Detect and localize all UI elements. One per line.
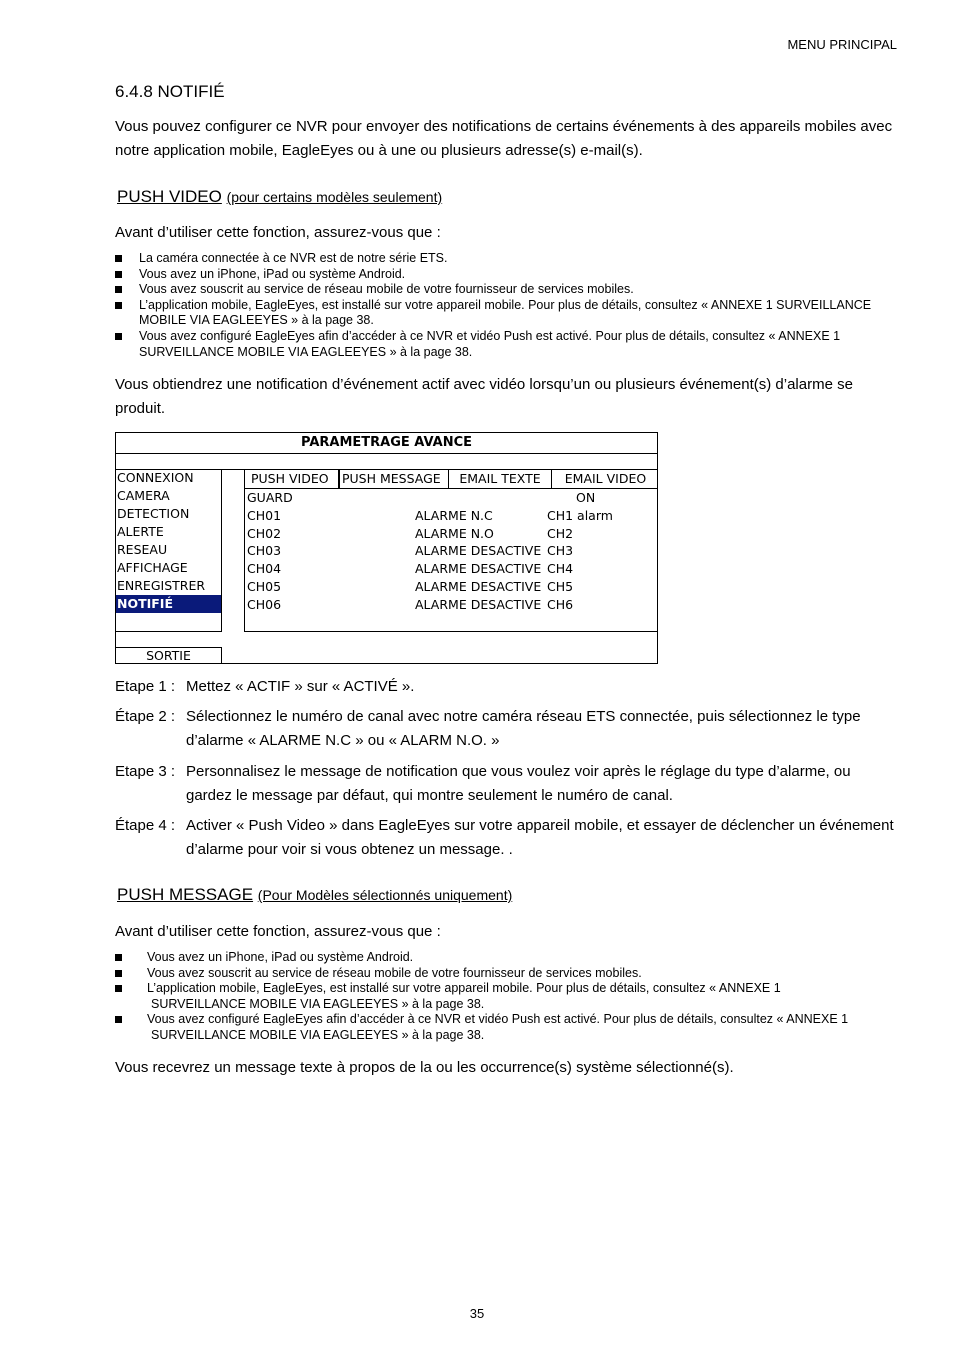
menu-spacer-row [116, 454, 657, 470]
channel-label: CH01 [247, 508, 282, 523]
step-4 [115, 814, 895, 862]
tab-email-video[interactable]: EMAIL VIDEO [551, 469, 659, 488]
notification-message[interactable]: CH3 [547, 543, 574, 559]
bullet-square-icon [115, 1016, 122, 1023]
push-video-result: Vous obtiendrez une notification d’événement actif avec vidéo lorsqu’un ou plusieurs événement(s) d’alarme se produit. [115, 376, 853, 417]
push-message-note: (Pour Modèles sélectionnés uniquement) [257, 887, 513, 903]
step-label: Etape 3 : [115, 763, 176, 780]
list-item [115, 298, 905, 329]
push-message-bullets [115, 950, 905, 1044]
bullet-text-continued: SURVEILLANCE MOBILE VIA EAGLEEYES » à la page 38. [151, 996, 485, 1011]
step-label: Etape 1 : [115, 678, 176, 695]
channel-label: CH02 [247, 525, 282, 541]
step-text: Personnalisez le message de notification que vous voulez voir après le réglage du type d’alarme, ou gardez le message par défaut, qui montre seulement le numéro de canal. [186, 763, 851, 804]
sidebar-item-notifie[interactable]: NOTIFIÉ [116, 595, 221, 613]
channel-label: CH04 [247, 561, 282, 577]
bullet-text: L’application mobile, EagleEyes, est installé sur votre appareil mobile. Pour plus de détails, consultez « ANNEXE 1 SURVEILLANCE MOBILE VIA EAGLEEYES » à la page 38. [139, 297, 872, 328]
guard-label: GUARD [247, 490, 293, 505]
sidebar-item-reseau[interactable]: RESEAU [117, 542, 168, 557]
bullet-square-icon [115, 302, 122, 309]
notification-message[interactable]: CH2 [547, 525, 574, 541]
menu-tabs [245, 469, 658, 489]
sidebar-item-camera[interactable]: CAMERA [117, 488, 170, 503]
sidebar-item-connexion[interactable]: CONNEXION [117, 470, 194, 485]
bullet-text: Vous avez configuré EagleEyes afin d’accéder à ce NVR et vidéo Push est activé. Pour plus de détails, consultez « ANNEXE 1 [147, 1012, 849, 1027]
tab-email-texte[interactable]: EMAIL TEXTE [449, 469, 552, 488]
list-item [115, 267, 905, 283]
menu-title: PARAMETRAGE AVANCE [116, 433, 657, 454]
push-video-note: (pour certains modèles seulement) [226, 189, 443, 205]
step-text: Activer « Push Video » dans EagleEyes sur votre appareil mobile, et essayer de déclencher un événement d’alarme pour voir si vous obtenez un message. . [186, 817, 894, 858]
bullet-square-icon [115, 333, 122, 340]
advanced-settings-menu [115, 432, 658, 664]
sidebar-item-enregistrer[interactable]: ENREGISTRER [117, 578, 206, 593]
bullet-square-icon [115, 271, 122, 278]
step-2 [115, 705, 895, 753]
bullet-square-icon [115, 970, 122, 977]
bullet-text: Vous avez un iPhone, iPad ou système Android. [139, 266, 406, 281]
push-message-before: Avant d’utiliser cette fonction, assurez-vous que : [115, 923, 441, 940]
sidebar-item-detection[interactable]: DETECTION [117, 506, 190, 521]
step-label: Étape 2 : [115, 708, 176, 725]
section-title: 6.4.8 NOTIFIÉ [115, 82, 225, 101]
list-item [115, 282, 905, 298]
notification-message[interactable]: CH5 [547, 578, 574, 594]
menu-sidebar [116, 469, 222, 632]
list-item [115, 329, 905, 360]
bullet-text: La caméra connectée à ce NVR est de notre série ETS. [139, 251, 448, 265]
list-item [115, 950, 905, 966]
push-video-before: Avant d’utiliser cette fonction, assurez-vous que : [115, 224, 441, 241]
push-video-bullets [115, 251, 905, 360]
alarm-type[interactable]: ALARME N.C [415, 508, 493, 523]
intro-paragraph: Vous pouvez configurer ce NVR pour envoyer des notifications de certains événements à des appareils mobiles avec notre application mobile, EagleEyes ou à une ou plusieurs adresse(s) e-mail(s). [115, 118, 893, 159]
bullet-text: Vous avez un iPhone, iPad ou système Android. [147, 950, 414, 964]
push-message-heading [117, 885, 512, 905]
alarm-type[interactable]: ALARME N.O [415, 525, 494, 541]
push-message-result: Vous recevrez un message texte à propos de la ou les occurrence(s) système sélectionné(s). [115, 1059, 734, 1076]
bullet-text: Vous avez configuré EagleEyes afin d’accéder à ce NVR et vidéo Push est activé. Pour plus de détails, consultez « ANNEXE 1 SURVEILLANCE MOBILE VIA EAGLEEYES » à la page 38. [139, 328, 841, 359]
sortie-button[interactable]: SORTIE [116, 647, 222, 664]
bullet-text: L’application mobile, EagleEyes, est installé sur votre appareil mobile. Pour plus de détails, consultez « ANNEXE 1 [147, 981, 781, 996]
tab-push-message[interactable]: PUSH MESSAGE [339, 469, 449, 488]
bullet-square-icon [115, 255, 122, 262]
sidebar-item-affichage[interactable]: AFFICHAGE [117, 560, 188, 575]
channel-label: CH05 [247, 578, 282, 594]
channel-label: CH03 [247, 543, 282, 559]
sidebar-item-alerte[interactable]: ALERTE [117, 524, 164, 539]
push-video-title: PUSH VIDEO [117, 187, 222, 206]
running-header: MENU PRINCIPAL [787, 37, 897, 52]
alarm-type[interactable]: ALARME DESACTIVE [415, 578, 542, 594]
step-text: Sélectionnez le numéro de canal avec notre caméra réseau ETS connectée, puis sélectionnez le type d’alarme « ALARME N.C » ou « ALARM N.O. » [186, 708, 861, 749]
step-1 [115, 675, 895, 699]
notification-message[interactable]: CH4 [547, 561, 574, 577]
push-video-heading [117, 187, 442, 207]
bullet-text: Vous avez souscrit au service de réseau mobile de votre fournisseur de services mobiles. [139, 282, 634, 297]
alarm-type[interactable]: ALARME DESACTIVE [415, 543, 542, 559]
push-message-title: PUSH MESSAGE [117, 885, 254, 904]
page-number: 35 [469, 1306, 485, 1321]
bullet-square-icon [115, 985, 122, 992]
tab-push-video[interactable]: PUSH VIDEO [245, 469, 339, 488]
menu-gap [222, 469, 244, 631]
notification-message[interactable]: CH1 alarm [547, 508, 613, 523]
bullet-text-continued: SURVEILLANCE MOBILE VIA EAGLEEYES » à la page 38. [151, 1027, 485, 1042]
channel-label: CH06 [247, 596, 282, 612]
menu-content-panel [244, 469, 658, 632]
step-text: Mettez « ACTIF » sur « ACTIVÉ ». [186, 678, 415, 695]
bullet-text: Vous avez souscrit au service de réseau mobile de votre fournisseur de services mobiles. [147, 965, 642, 980]
alarm-type[interactable]: ALARME DESACTIVE [415, 561, 542, 577]
list-item [115, 1012, 905, 1043]
alarm-type[interactable]: ALARME DESACTIVE [415, 596, 542, 612]
guard-value[interactable]: ON [576, 490, 596, 505]
bullet-square-icon [115, 286, 122, 293]
bullet-square-icon [115, 954, 122, 961]
list-item [115, 966, 905, 982]
step-3 [115, 760, 895, 808]
list-item [115, 251, 905, 267]
step-label: Étape 4 : [115, 817, 176, 834]
notification-message[interactable]: CH6 [547, 596, 574, 612]
list-item [115, 981, 905, 1012]
